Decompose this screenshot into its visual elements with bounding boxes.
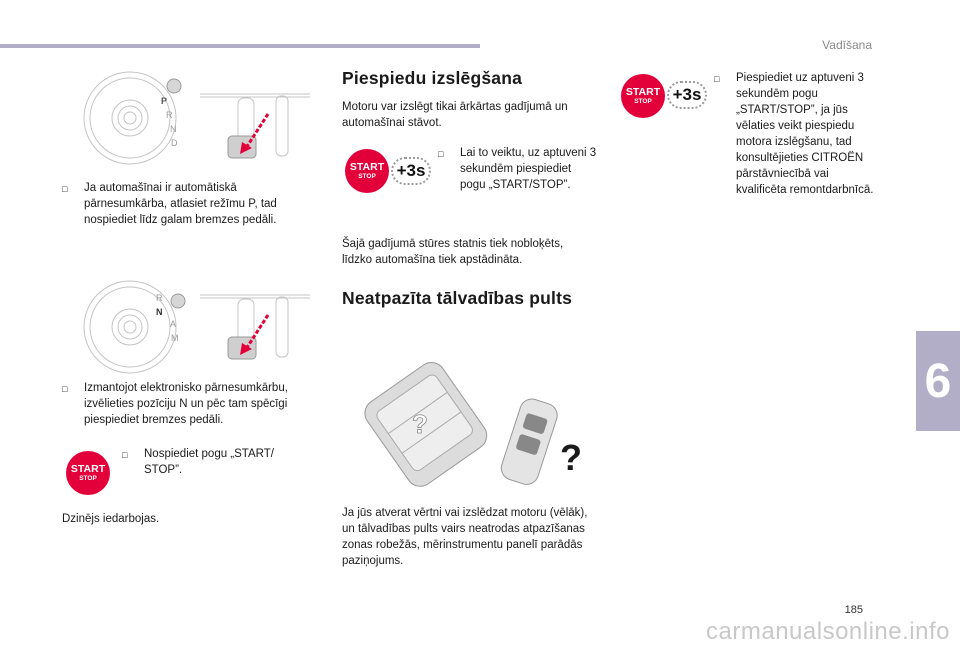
shifter-letter-r: R (156, 293, 163, 303)
left-bullet-3-text: Nospiediet pogu „START/ STOP”. (144, 448, 274, 476)
shifter-letter-p: P (161, 96, 168, 106)
car-key-illustration (350, 355, 588, 495)
right-bullet-1: □ Piespiediet uz aptuveni 3 sekundēm pogu „START/STOP”, ja jūs vēlaties veikt piespiedu motora izslēgšanu, tad konsultējieties CITROËN pārstāvniecībā vai kvalificēta remontdarbnīcā. (714, 70, 876, 198)
start-stop-button-icon: START STOP (345, 149, 389, 193)
start-stop-button-icon: START STOP (621, 74, 665, 118)
left-bullet-2: □ Izmantojot elektronisko pārnesumkārbu, izvēlieties pozīciju N un pēc tam spēcīgi piespiediet bremzes pedāli. (62, 380, 307, 428)
middle-text-2: Ja jūs atverat vērtni vai izslēdzat motoru (vēlāk), un tālvadības pults vairs neatrodas atpazīšanas zonas robežās, mērinstrumentu panelī parādās paziņojums. (342, 507, 588, 567)
question-mark: ? (412, 409, 428, 439)
shifter-letter-d: D (171, 138, 178, 148)
section-title: Vadīšana (822, 38, 872, 52)
watermark: carmanualsonline.info (706, 618, 950, 645)
shifter-n-brake-illustration (78, 275, 310, 375)
plus-3s-icon: +3s (391, 157, 431, 185)
middle-note: Šajā gadījumā stūres statnis tiek nobloķēts, līdzko automašīna tiek apstādināta. (342, 238, 564, 266)
shifter-letter-r: R (166, 110, 173, 120)
right-bullet-1-text: Piespiediet uz aptuveni 3 sekundēm pogu „START/STOP”, ja jūs vēlaties veikt piespiedu motora izslēgšanu, tad konsultējieties CITROËN pārstāvniecībā vai kvalificēta remontdarbnīcā. (736, 72, 874, 196)
middle-intro: Motoru var izslēgt tikai ārkārtas gadījumā un automašīnai stāvot. (342, 101, 568, 129)
heading-forced-shutdown: Piespiedu izslēgšana (342, 68, 523, 88)
shifter-letter-n: N (156, 307, 163, 317)
shifter-p-brake-illustration (78, 66, 310, 166)
left-text: Dzinējs iedarbojas. (62, 513, 160, 525)
shifter-letter-m: M (171, 333, 179, 343)
heading-unrecognized-remote: Neatpazīta tālvadības pults (342, 288, 573, 308)
left-bullet-3: □ Nospiediet pogu „START/ STOP”. (122, 446, 290, 478)
header-accent-bar (0, 44, 480, 48)
question-mark: ? (560, 437, 582, 478)
middle-bullet-1-text: Lai to veiktu, uz aptuveni 3 sekundēm piespiediet pogu „START/STOP”. (460, 147, 597, 191)
start-stop-button-icon: START STOP (66, 451, 110, 495)
middle-bullet-1: □ Lai to veiktu, uz aptuveni 3 sekundēm piespiediet pogu „START/STOP”. (438, 147, 597, 191)
shifter-knob-icon (167, 79, 181, 93)
chapter-number: 6 (924, 354, 952, 408)
shifter-letter-n: N (170, 124, 177, 134)
left-bullet-1: □ Ja automašīnai ir automātiskā pārnesumkārba, atlasiet režīmu P, tad nospiediet līdz galam bremzes pedāli. (62, 180, 302, 228)
shifter-letter-a: A (170, 319, 177, 329)
remote-key-icon (498, 396, 560, 488)
shifter-knob-icon (171, 294, 185, 308)
left-bullet-2-text: Izmantojot elektronisko pārnesumkārbu, izvēlieties pozīciju N un pēc tam spēcīgi piespiediet bremzes pedāli. (84, 382, 288, 426)
page-number: 185 (844, 604, 863, 616)
plus-3s-icon: +3s (667, 81, 707, 109)
left-bullet-1-text: Ja automašīnai ir automātiskā pārnesumkārba, atlasiet režīmu P, tad nospiediet līdz galam bremzes pedāli. (84, 182, 277, 226)
